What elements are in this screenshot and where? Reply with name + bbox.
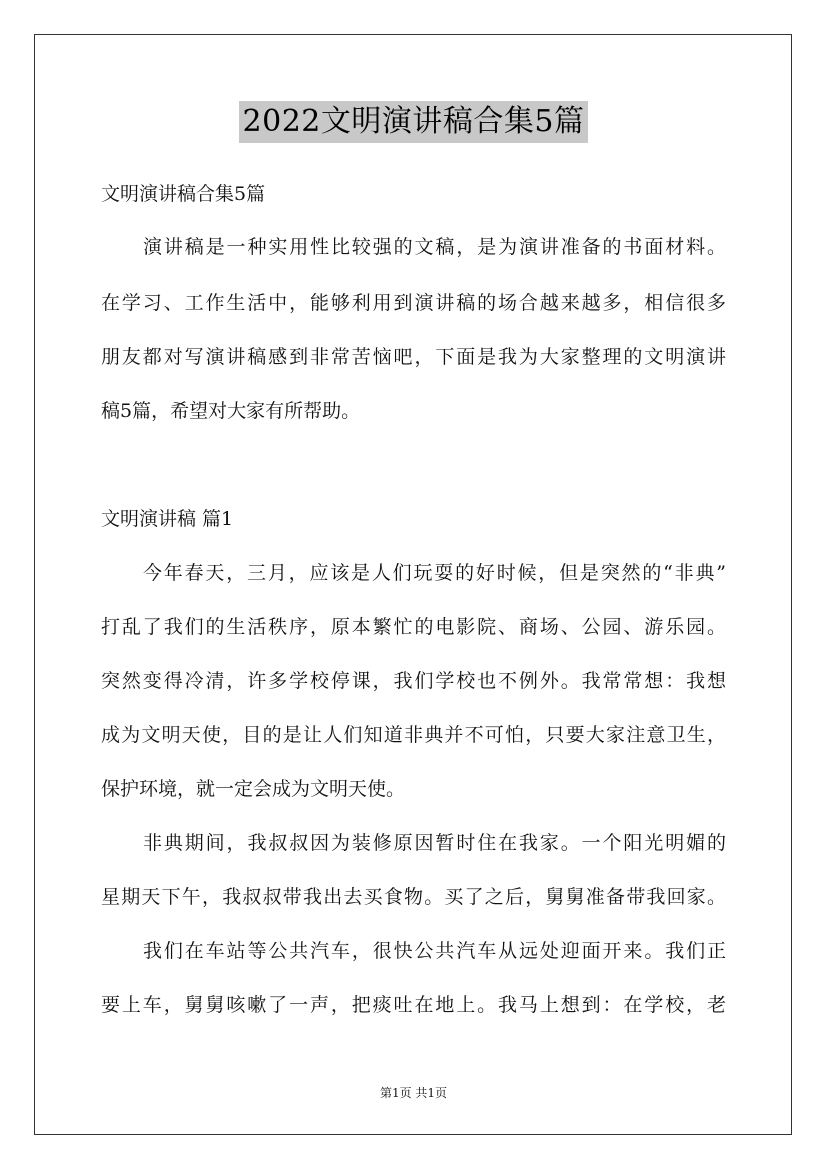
section-heading: 文明演讲稿 篇1 [101, 508, 234, 530]
paragraph-line: 非典期间，我叔叔因为装修原因暂时住在我家。一个阳光明媚的 [143, 832, 726, 854]
paragraph-line: 突然变得冷清，许多学校停课，我们学校也不例外。我常常想：我想 [101, 670, 726, 692]
intro-line: 稿5篇，希望对大家有所帮助。 [101, 400, 361, 422]
paragraph-line: 成为文明天使，目的是让人们知道非典并不可怕，只要大家注意卫生， [101, 724, 726, 746]
document-title [0, 101, 827, 143]
intro-line: 演讲稿是一种实用性比较强的文稿，是为演讲准备的书面材料。 [143, 236, 726, 258]
intro-line: 朋友都对写演讲稿感到非常苦恼吧，下面是我为大家整理的文明演讲 [101, 346, 726, 368]
paragraph-line: 今年春天，三月，应该是人们玩耍的好时候，但是突然的“非典” [143, 562, 726, 584]
document-subtitle: 文明演讲稿合集5篇 [101, 183, 266, 205]
paragraph-line: 我们在车站等公共汽车，很快公共汽车从远处迎面开来。我们正 [143, 940, 726, 962]
paragraph-line: 星期天下午，我叔叔带我出去买食物。买了之后，舅舅准备带我回家。 [101, 886, 726, 908]
paragraph-line: 打乱了我们的生活秩序，原本繁忙的电影院、商场、公园、游乐园。 [101, 616, 726, 638]
intro-line: 在学习、工作生活中，能够利用到演讲稿的场合越来越多，相信很多 [101, 292, 726, 314]
document-title-text: 2022文明演讲稿合集5篇 [239, 101, 589, 143]
paragraph-line: 要上车，舅舅咳嗽了一声，把痰吐在地上。我马上想到：在学校，老 [101, 994, 726, 1016]
page-number-footer: 第1页 共1页 [379, 1086, 448, 1100]
paragraph-line: 保护环境，就一定会成为文明天使。 [101, 778, 406, 800]
